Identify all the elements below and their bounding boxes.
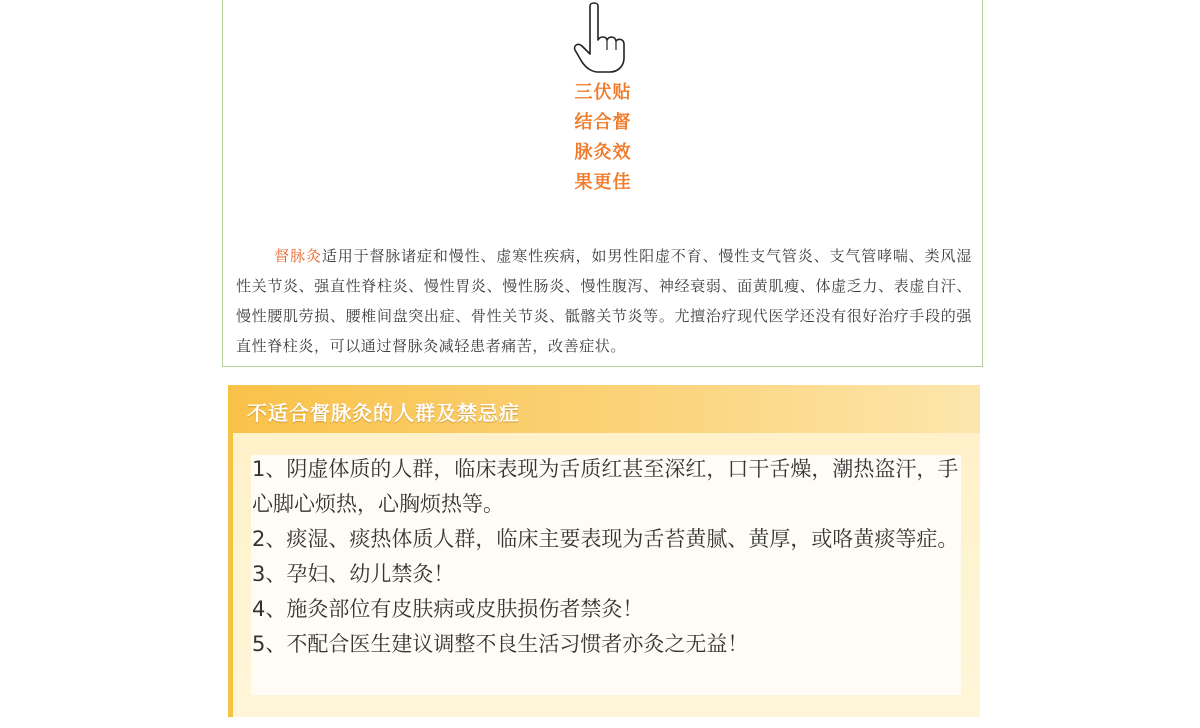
section-header xyxy=(233,385,980,433)
highlight-term: 督脉灸 xyxy=(274,247,322,265)
list-item: 2、痰湿、痰热体质人群，临床主要表现为舌苔黄腻、黄厚，或咯黄痰等症。 xyxy=(252,527,959,551)
contraindication-list xyxy=(252,452,964,662)
list-item: 1、阴虚体质的人群，临床表现为舌质红甚至深红，口干舌燥，潮热盗汗，手心脚心烦热，心胸烦热等。 xyxy=(252,457,959,516)
pointing-hand-icon xyxy=(572,2,628,74)
section-title: 不适合督脉灸的人群及禁忌症 xyxy=(247,401,520,425)
promo-line: 三伏贴 xyxy=(574,82,632,103)
promo-text xyxy=(560,78,646,198)
promo-line: 果更佳 xyxy=(574,172,632,193)
intro-text: 适用于督脉诸症和慢性、虚寒性疾病，如男性阳虚不育、慢性支气管炎、支气管哮喘、类风湿性关节炎、强直性脊柱炎、慢性胃炎、慢性肠炎、慢性腹泻、神经衰弱、面黄肌瘦、体虚乏力、表虚自汗、慢性腰肌劳损、腰椎间盘突出症、骨性关节炎、骶髂关节炎等。尤擅治疗现代医学还没有很好治疗手段的强直性脊柱炎，可以通过督脉灸减轻患者痛苦，改善症状。 xyxy=(236,247,972,355)
intro-paragraph xyxy=(236,241,972,361)
list-item: 3、孕妇、幼儿禁灸！ xyxy=(252,562,455,586)
promo-line: 脉灸效 xyxy=(574,142,632,163)
list-item: 5、不配合医生建议调整不良生活习惯者亦灸之无益！ xyxy=(252,632,749,656)
list-item: 4、施灸部位有皮肤病或皮肤损伤者禁灸！ xyxy=(252,597,644,621)
promo-line: 结合督 xyxy=(574,112,632,133)
